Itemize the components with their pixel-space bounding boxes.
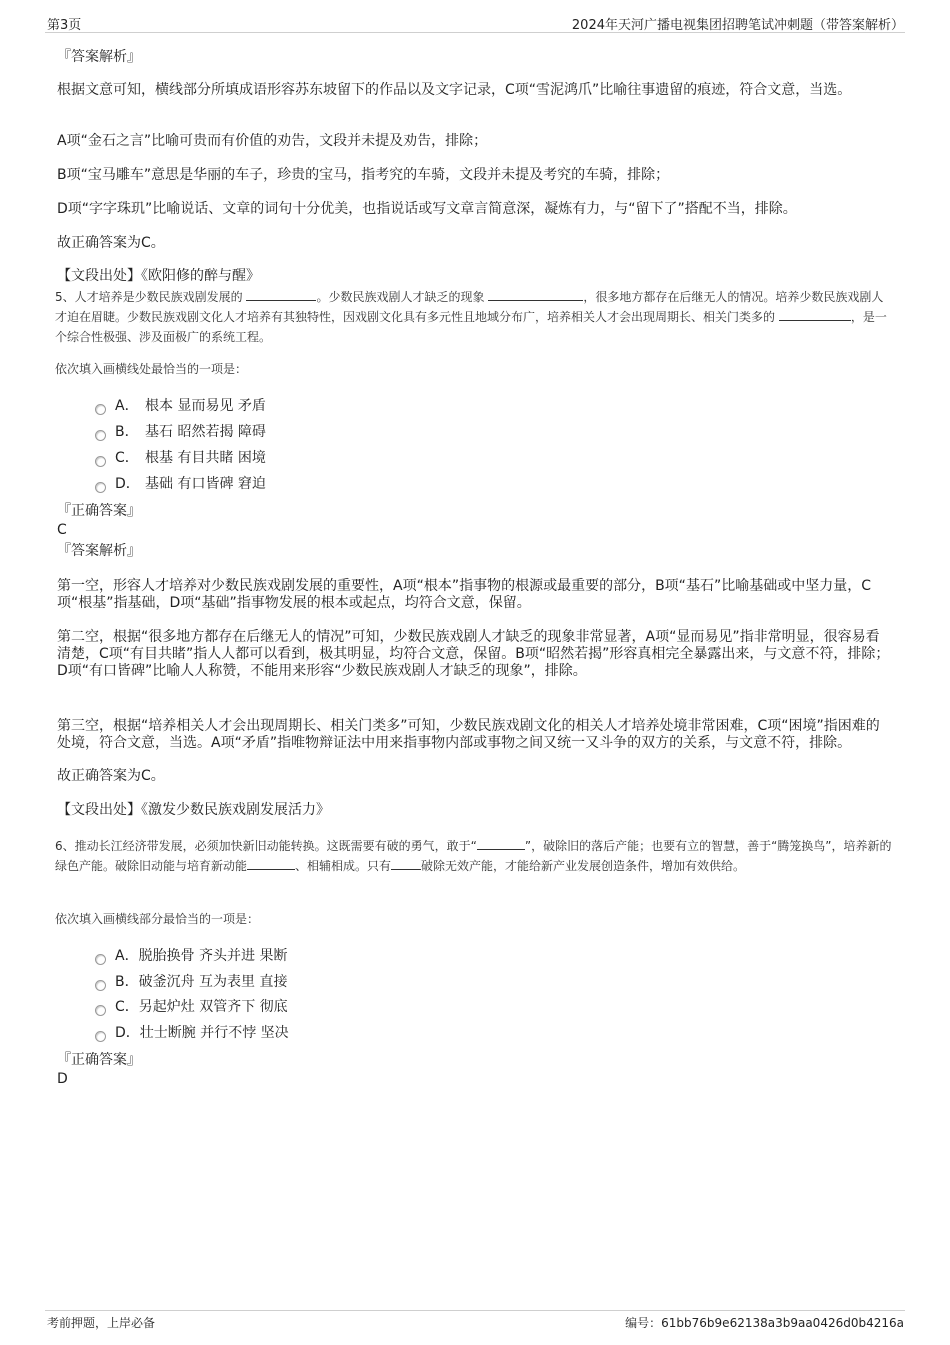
footer-divider	[45, 1310, 905, 1311]
header-divider	[45, 32, 905, 33]
radio-icon[interactable]	[95, 430, 106, 441]
option-d[interactable]: D． 基础 有口皆碑 窘迫	[95, 475, 266, 493]
radio-icon[interactable]	[95, 1005, 106, 1016]
correct-answer: C	[57, 522, 67, 538]
analysis-paragraph: 第二空，根据“很多地方都存在后继无人的情况”可知，少数民族戏剧人才缺乏的现象非常显著，A项“显而易见”指非常明显，很容易看清楚，C项“有目共睹”指人人都可以看到，极其明显，均符合文意，保留。B项“昭然若揭”形容真相完全暴露出来，与文意不符，排除；D项“有口皆碑”比喻人人称赞，不能用来形容“少数民族戏剧人才缺乏的现象”，排除。	[57, 629, 890, 679]
blank-line	[391, 857, 421, 870]
analysis-paragraph: A项“金石之言”比喻可贵而有价值的劝告，文段并未提及劝告，排除；	[57, 133, 488, 149]
blank-line	[246, 288, 316, 301]
analysis-label: 『答案解析』	[57, 543, 141, 559]
page-number: 第3页	[47, 18, 82, 33]
question-prompt: 依次填入画横线部分最恰当的一项是：	[55, 912, 260, 926]
answer-conclusion: 故正确答案为C。	[57, 768, 165, 784]
question-stem: 6、推动长江经济带发展，必须加快新旧动能转换。这既需要有破的勇气，敢于“ ”，破除旧的落后产能；也要有立的智慧，善于“腾笼换鸟”，培养新的绿色产能。破除旧动能与培育新动能 、相辅相成。只有 破除无效产能，才能给新产业发展创造条件，增加有效供给。	[55, 839, 892, 873]
radio-icon[interactable]	[95, 954, 106, 965]
footer-slogan: 考前押题，上岸必备	[47, 1316, 156, 1330]
blank-line	[247, 857, 295, 870]
blank-line	[477, 837, 525, 850]
option-a[interactable]: A． 脱胎换骨 齐头并进 果断	[95, 947, 287, 965]
radio-icon[interactable]	[95, 456, 106, 467]
document-id: 编号：61bb76b9e62138a3b9aa0426d0b4216a	[625, 1316, 904, 1330]
option-c[interactable]: C． 根基 有目共睹 困境	[95, 449, 266, 467]
radio-icon[interactable]	[95, 980, 106, 991]
blank-line	[779, 308, 851, 321]
correct-answer-label: 『正确答案』	[57, 503, 141, 519]
analysis-paragraph: D项“字字珠玑”比喻说话、文章的词句十分优美，也指说话或写文章言简意深，凝炼有力，与“留下了”搭配不当，排除。	[57, 201, 797, 217]
analysis-label: 『答案解析』	[57, 49, 141, 65]
source-citation: 【文段出处】《激发少数民族戏剧发展活力》	[57, 802, 330, 818]
radio-icon[interactable]	[95, 482, 106, 493]
blank-line	[488, 288, 583, 301]
question-prompt: 依次填入画横线处最恰当的一项是：	[55, 362, 248, 376]
analysis-paragraph: B项“宝马雕车”意思是华丽的车子，珍贵的宝马，指考究的车骑，文段并未提及考究的车骑，排除；	[57, 167, 670, 183]
option-c[interactable]: C． 另起炉灶 双管齐下 彻底	[95, 998, 288, 1016]
analysis-paragraph: 第三空，根据“培养相关人才会出现周期长、相关门类多”可知，少数民族戏剧文化的相关人才培养处境非常困难，C项“困境”指困难的处境，符合文意，当选。A项“矛盾”指唯物辩证法中用来指事物内部或事物之间又统一又斗争的双方的关系，与文意不符，排除。	[57, 718, 880, 751]
question-stem: 5、人才培养是少数民族戏剧发展的 。少数民族戏剧人才缺乏的现象 ，很多地方都存在后继无人的情况。培养少数民族戏剧人才迫在眉睫。少数民族戏剧文化人才培养有其独特性，因戏剧文化具有多元性且地域分布广，培养相关人才会出现周期长、相关门类多的 ，是一个综合性极强、涉及面极广的系统工程。	[55, 290, 887, 344]
option-b[interactable]: B． 基石 昭然若揭 障碍	[95, 423, 266, 441]
option-a[interactable]: A． 根本 显而易见 矛盾	[95, 397, 266, 415]
radio-icon[interactable]	[95, 404, 106, 415]
correct-answer: D	[57, 1071, 68, 1087]
document-title: 2024年天河广播电视集团招聘笔试冲刺题（带答案解析）	[571, 18, 904, 33]
analysis-paragraph: 第一空，形容人才培养对少数民族戏剧发展的重要性，A项“根本”指事物的根源或最重要的部分，B项“基石”比喻基础或中坚力量，C项“根基”指基础，D项“基础”指事物发展的根本或起点，均符合文意，保留。	[57, 578, 871, 611]
radio-icon[interactable]	[95, 1031, 106, 1042]
answer-conclusion: 故正确答案为C。	[57, 235, 165, 251]
analysis-paragraph: 根据文意可知，横线部分所填成语形容苏东坡留下的作品以及文字记录，C项“雪泥鸿爪”比喻往事遗留的痕迹，符合文意，当选。	[57, 82, 852, 98]
option-b[interactable]: B． 破釜沉舟 互为表里 直接	[95, 973, 288, 991]
source-citation: 【文段出处】《欧阳修的醉与醒》	[57, 268, 260, 284]
option-d[interactable]: D． 壮士断腕 并行不悖 坚决	[95, 1024, 289, 1042]
correct-answer-label: 『正确答案』	[57, 1052, 141, 1068]
